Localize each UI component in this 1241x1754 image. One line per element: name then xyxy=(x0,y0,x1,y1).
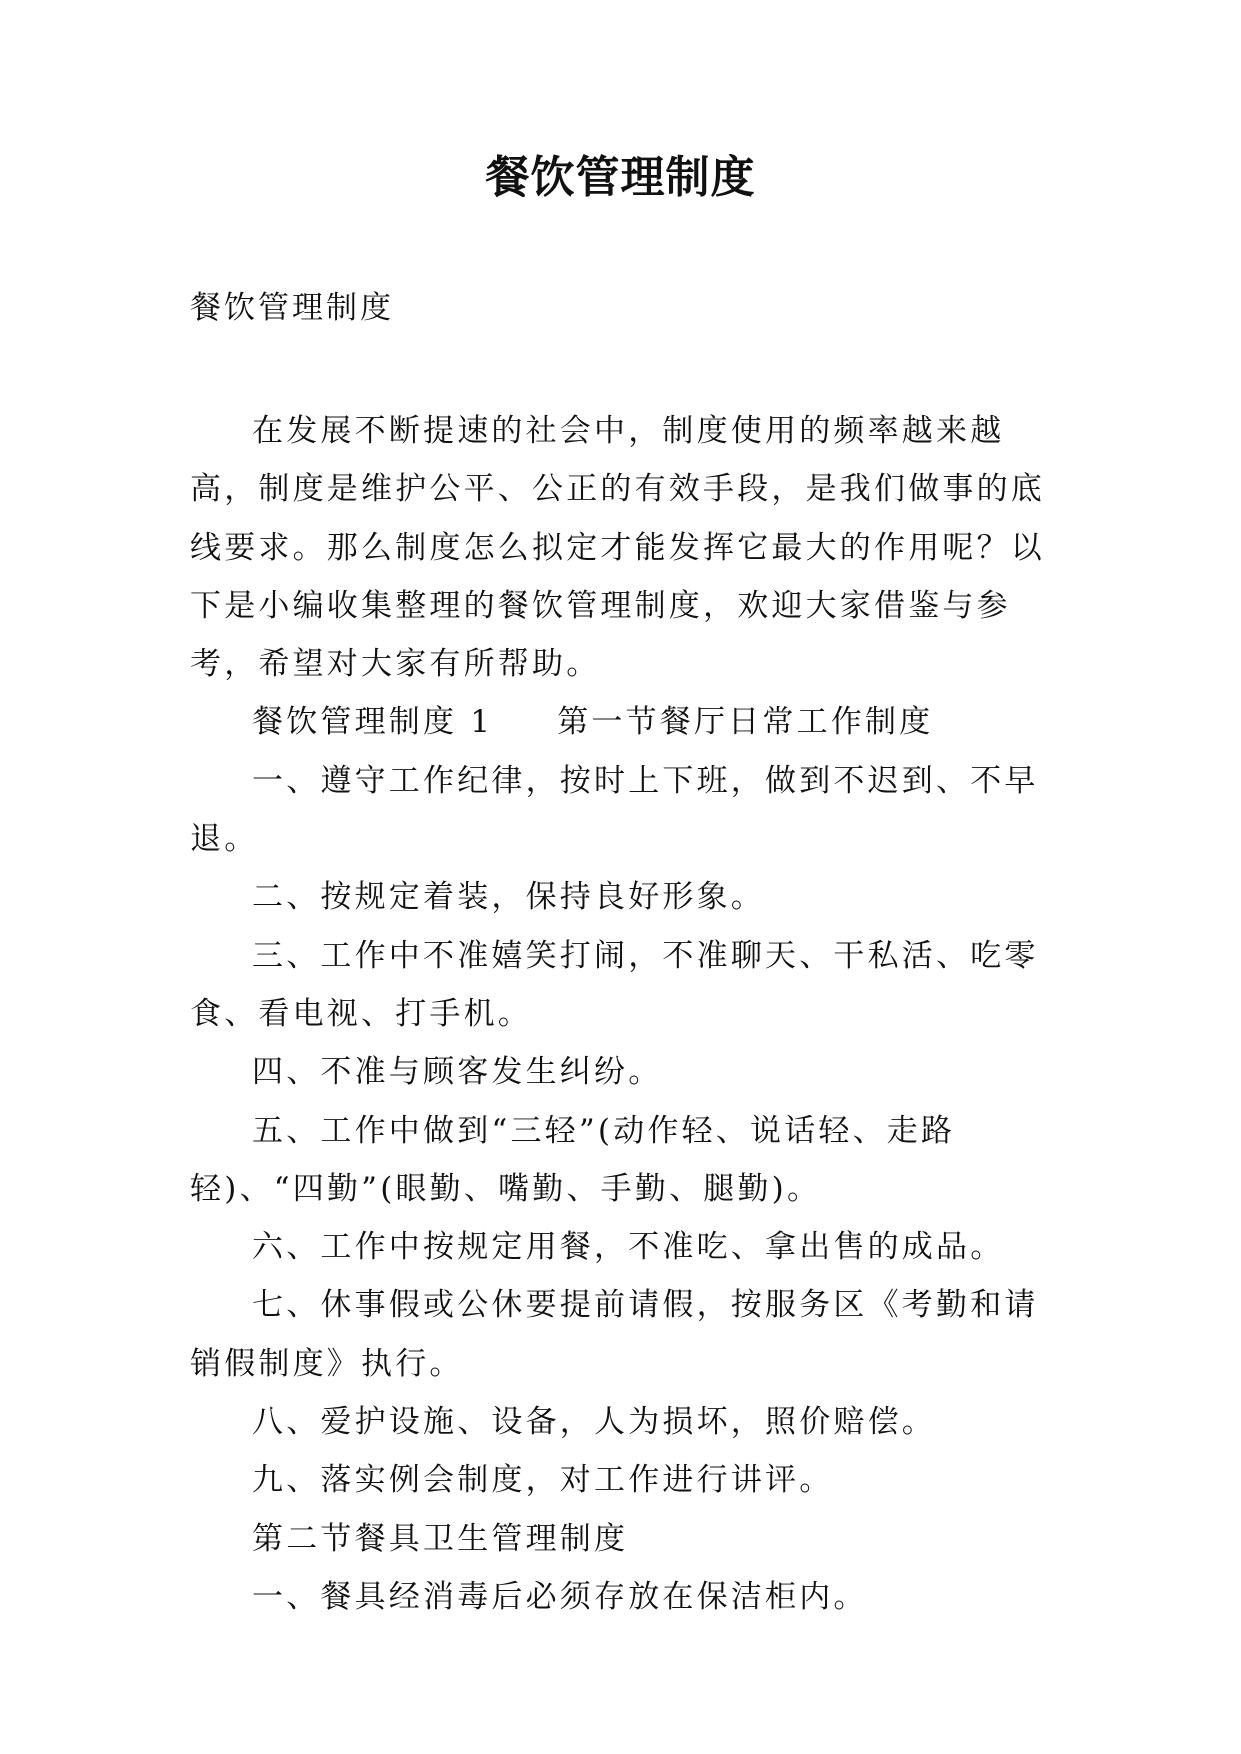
rule-item-5: 五、工作中做到“三轻”(动作轻、说话轻、走路轻)、“四勤”(眼勤、嘴勤、手勤、腿勤)。 xyxy=(190,1112,956,1207)
section2-item-1: 一、餐具经消毒后必须存放在保洁柜内。 xyxy=(252,1578,868,1615)
rule-item-8: 八、爱护设施、设备，人为损坏，照价赔偿。 xyxy=(252,1404,936,1441)
rule-item-1: 一、遵守工作纪律，按时上下班，做到不迟到、不早退。 xyxy=(190,762,1039,858)
rule-item-6: 六、工作中按规定用餐，不准吃、拿出售的成品。 xyxy=(252,1229,1005,1266)
rule-item-7: 七、休事假或公休要提前请假，按服务区《考勤和请销假制度》执行。 xyxy=(190,1287,1039,1382)
document-title: 餐饮管理制度 xyxy=(485,152,756,203)
rule-item-2: 二、按规定着装，保持良好形象。 xyxy=(252,879,765,916)
rule-item-3: 三、工作中不准嬉笑打闹，不准聊天、干私活、吃零食、看电视、打手机。 xyxy=(190,937,1039,1032)
section1-heading-line xyxy=(190,693,1060,751)
intro-paragraph: 在发展不断提速的社会中，制度使用的频率越来越高，制度是维护公平、公正的有效手段，是我们做事的底线要求。那么制度怎么拟定才能发挥它最大的作用呢？以下是小编收集整理的餐饮管理制度，欢迎大家借鉴与参考，希望对大家有所帮助。 xyxy=(190,413,1045,683)
document-body xyxy=(190,402,1060,1626)
section1-label: 餐饮管理制度 1 xyxy=(252,704,494,741)
section1-heading: 第一节餐厅日常工作制度 xyxy=(557,704,934,741)
document-subtitle: 餐饮管理制度 xyxy=(190,290,394,326)
rule-item-9: 九、落实例会制度，对工作进行讲评。 xyxy=(252,1462,834,1499)
section2-heading: 第二节餐具卫生管理制度 xyxy=(252,1520,629,1557)
rule-item-4: 四、不准与顾客发生纠纷。 xyxy=(252,1054,663,1091)
